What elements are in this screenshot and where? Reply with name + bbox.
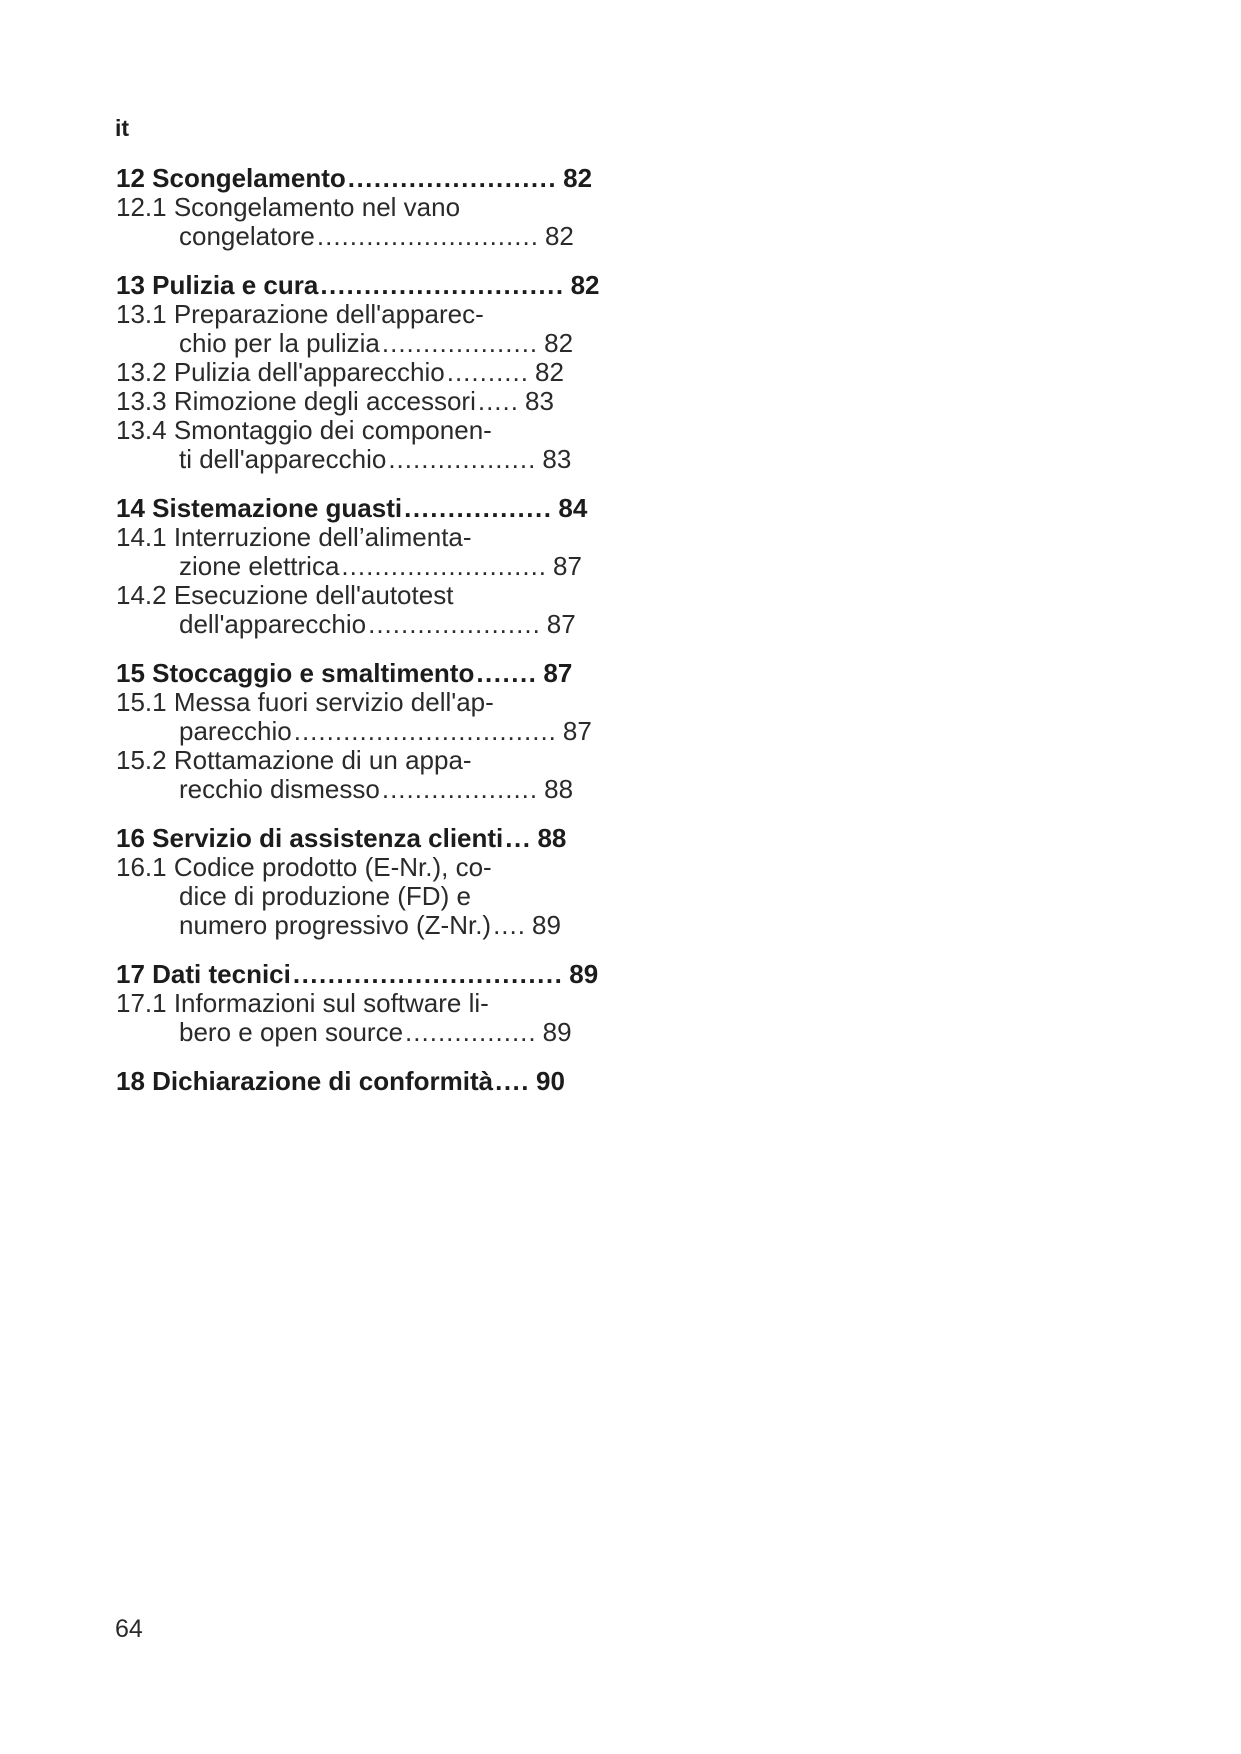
subsection-entry-line	[116, 911, 606, 940]
chapter-page-number: 82	[563, 163, 593, 193]
subsection-title-text: dell'apparecchio	[179, 609, 367, 639]
subsection-page-number: 87	[562, 716, 592, 746]
toc-chapter	[116, 1066, 606, 1096]
subsection-entry-line	[116, 445, 606, 474]
subsection-title-line: 12.1 Scongelamento nel vano	[116, 192, 461, 222]
chapter-title-text: 12 Scongelamento	[116, 163, 346, 193]
dot-leader: ............................	[320, 270, 565, 300]
chapter-title-text: 18 Dichiarazione di conformità	[116, 1066, 494, 1096]
dot-leader: ...	[505, 823, 532, 853]
subsection-title-text: 13.3 Rimozione degli accessori	[116, 386, 476, 416]
subsection-entry-line	[116, 222, 606, 251]
toc-chapter-title[interactable]	[116, 959, 606, 989]
subsection-entry-line	[116, 329, 606, 358]
toc-chapter	[116, 959, 606, 1047]
subsection-page-number: 87	[553, 551, 582, 581]
chapter-title-text: 13 Pulizia e cura	[116, 270, 319, 300]
chapter-title-text: 16 Servizio di assistenza clienti	[116, 823, 504, 853]
toc-subsection[interactable]	[116, 989, 606, 1047]
subsection-title-text: ti dell'apparecchio	[179, 444, 387, 474]
toc-chapter-title[interactable]	[116, 1066, 606, 1096]
toc-chapter-title[interactable]	[116, 823, 606, 853]
dot-leader: ...................	[381, 775, 539, 804]
toc-subsection[interactable]	[116, 523, 606, 581]
subsection-title-text: 13.2 Pulizia dell'apparecchio	[116, 357, 445, 387]
subsection-title-text: numero progressivo (Z-Nr.)	[179, 910, 492, 940]
subsection-page-number: 83	[542, 444, 572, 474]
toc-subsection[interactable]	[116, 387, 606, 416]
dot-leader: .......	[476, 658, 538, 688]
subsection-entry-line	[116, 387, 606, 416]
subsection-title-line: 14.1 Interruzione dell’alimenta-	[116, 522, 472, 552]
toc-chapter-title[interactable]	[116, 163, 606, 193]
dot-leader: .................	[404, 493, 553, 523]
toc-subsection[interactable]	[116, 746, 606, 804]
toc-chapter-title[interactable]	[116, 658, 606, 688]
dot-leader: ................	[405, 1018, 537, 1047]
subsection-title-line: 13.1 Preparazione dell'apparec-	[116, 299, 484, 329]
toc-subsection[interactable]	[116, 193, 606, 251]
chapter-page-number: 89	[569, 959, 599, 989]
subsection-page-number: 82	[544, 328, 574, 358]
chapter-page-number: 90	[536, 1066, 565, 1096]
dot-leader: ..................	[388, 445, 537, 474]
dot-leader: ....	[493, 911, 526, 940]
subsection-page-number: 89	[531, 910, 561, 940]
dot-leader: ...........................	[316, 222, 539, 251]
subsection-page-number: 88	[544, 774, 574, 804]
dot-leader: ..........	[446, 358, 529, 387]
subsection-title-text: chio per la pulizia	[179, 328, 380, 358]
subsection-entry-line	[116, 717, 606, 746]
chapter-page-number: 84	[558, 493, 588, 523]
subsection-title-text: congelatore	[179, 221, 315, 251]
subsection-title-line: 14.2 Esecuzione dell'autotest	[116, 580, 454, 610]
toc-subsection[interactable]	[116, 688, 606, 746]
toc-chapter	[116, 823, 606, 940]
dot-leader: ....	[495, 1066, 530, 1096]
dot-leader: .....	[477, 387, 519, 416]
subsection-title-line: dice di produzione (FD) e	[179, 881, 471, 911]
dot-leader: .........................	[341, 552, 548, 581]
chapter-page-number: 87	[543, 658, 573, 688]
toc-chapter-title[interactable]	[116, 493, 606, 523]
chapter-page-number: 82	[570, 270, 600, 300]
toc-subsection[interactable]	[116, 853, 606, 940]
dot-leader: ...................	[381, 329, 539, 358]
chapter-title-text: 14 Sistemazione guasti	[116, 493, 403, 523]
subsection-title-line: 15.2 Rottamazione di un appa-	[116, 745, 472, 775]
subsection-page-number: 89	[542, 1017, 572, 1047]
subsection-page-number: 87	[546, 609, 576, 639]
subsection-title-text: parecchio	[179, 716, 292, 746]
subsection-entry-line	[116, 775, 606, 804]
dot-leader: ........................	[347, 163, 558, 193]
toc-subsection[interactable]	[116, 581, 606, 639]
toc-chapter-title[interactable]	[116, 270, 606, 300]
subsection-title-line: 15.1 Messa fuori servizio dell'ap-	[116, 687, 494, 717]
subsection-page-number: 82	[534, 357, 564, 387]
chapter-title-text: 17 Dati tecnici	[116, 959, 291, 989]
language-code: it	[115, 115, 130, 141]
toc-chapter	[116, 493, 606, 639]
dot-leader: .....................	[368, 610, 541, 639]
page-number: 64	[115, 1615, 143, 1643]
toc-chapter	[116, 658, 606, 804]
subsection-entry-line	[116, 552, 606, 581]
subsection-entry-line	[116, 358, 606, 387]
subsection-title-line: 17.1 Informazioni sul software li-	[116, 988, 489, 1018]
toc-subsection[interactable]	[116, 416, 606, 474]
subsection-entry-line	[116, 1018, 606, 1047]
subsection-entry-line	[116, 610, 606, 639]
subsection-title-text: recchio dismesso	[179, 774, 380, 804]
dot-leader: ................................	[293, 717, 557, 746]
chapter-title-text: 15 Stoccaggio e smaltimento	[116, 658, 475, 688]
chapter-page-number: 88	[537, 823, 567, 853]
toc-subsection[interactable]	[116, 300, 606, 358]
subsection-page-number: 82	[544, 221, 574, 251]
toc-chapter	[116, 163, 606, 251]
subsection-title-line: 16.1 Codice prodotto (E-Nr.), co-	[116, 852, 492, 882]
subsection-title-text: zione elettrica	[179, 551, 340, 581]
toc-chapter	[116, 270, 606, 474]
subsection-title-text: bero e open source	[179, 1017, 404, 1047]
subsection-title-line: 13.4 Smontaggio dei componen-	[116, 415, 492, 445]
table-of-contents	[116, 163, 606, 1115]
dot-leader: ...............................	[292, 959, 564, 989]
subsection-page-number: 83	[524, 386, 554, 416]
toc-subsection[interactable]	[116, 358, 606, 387]
